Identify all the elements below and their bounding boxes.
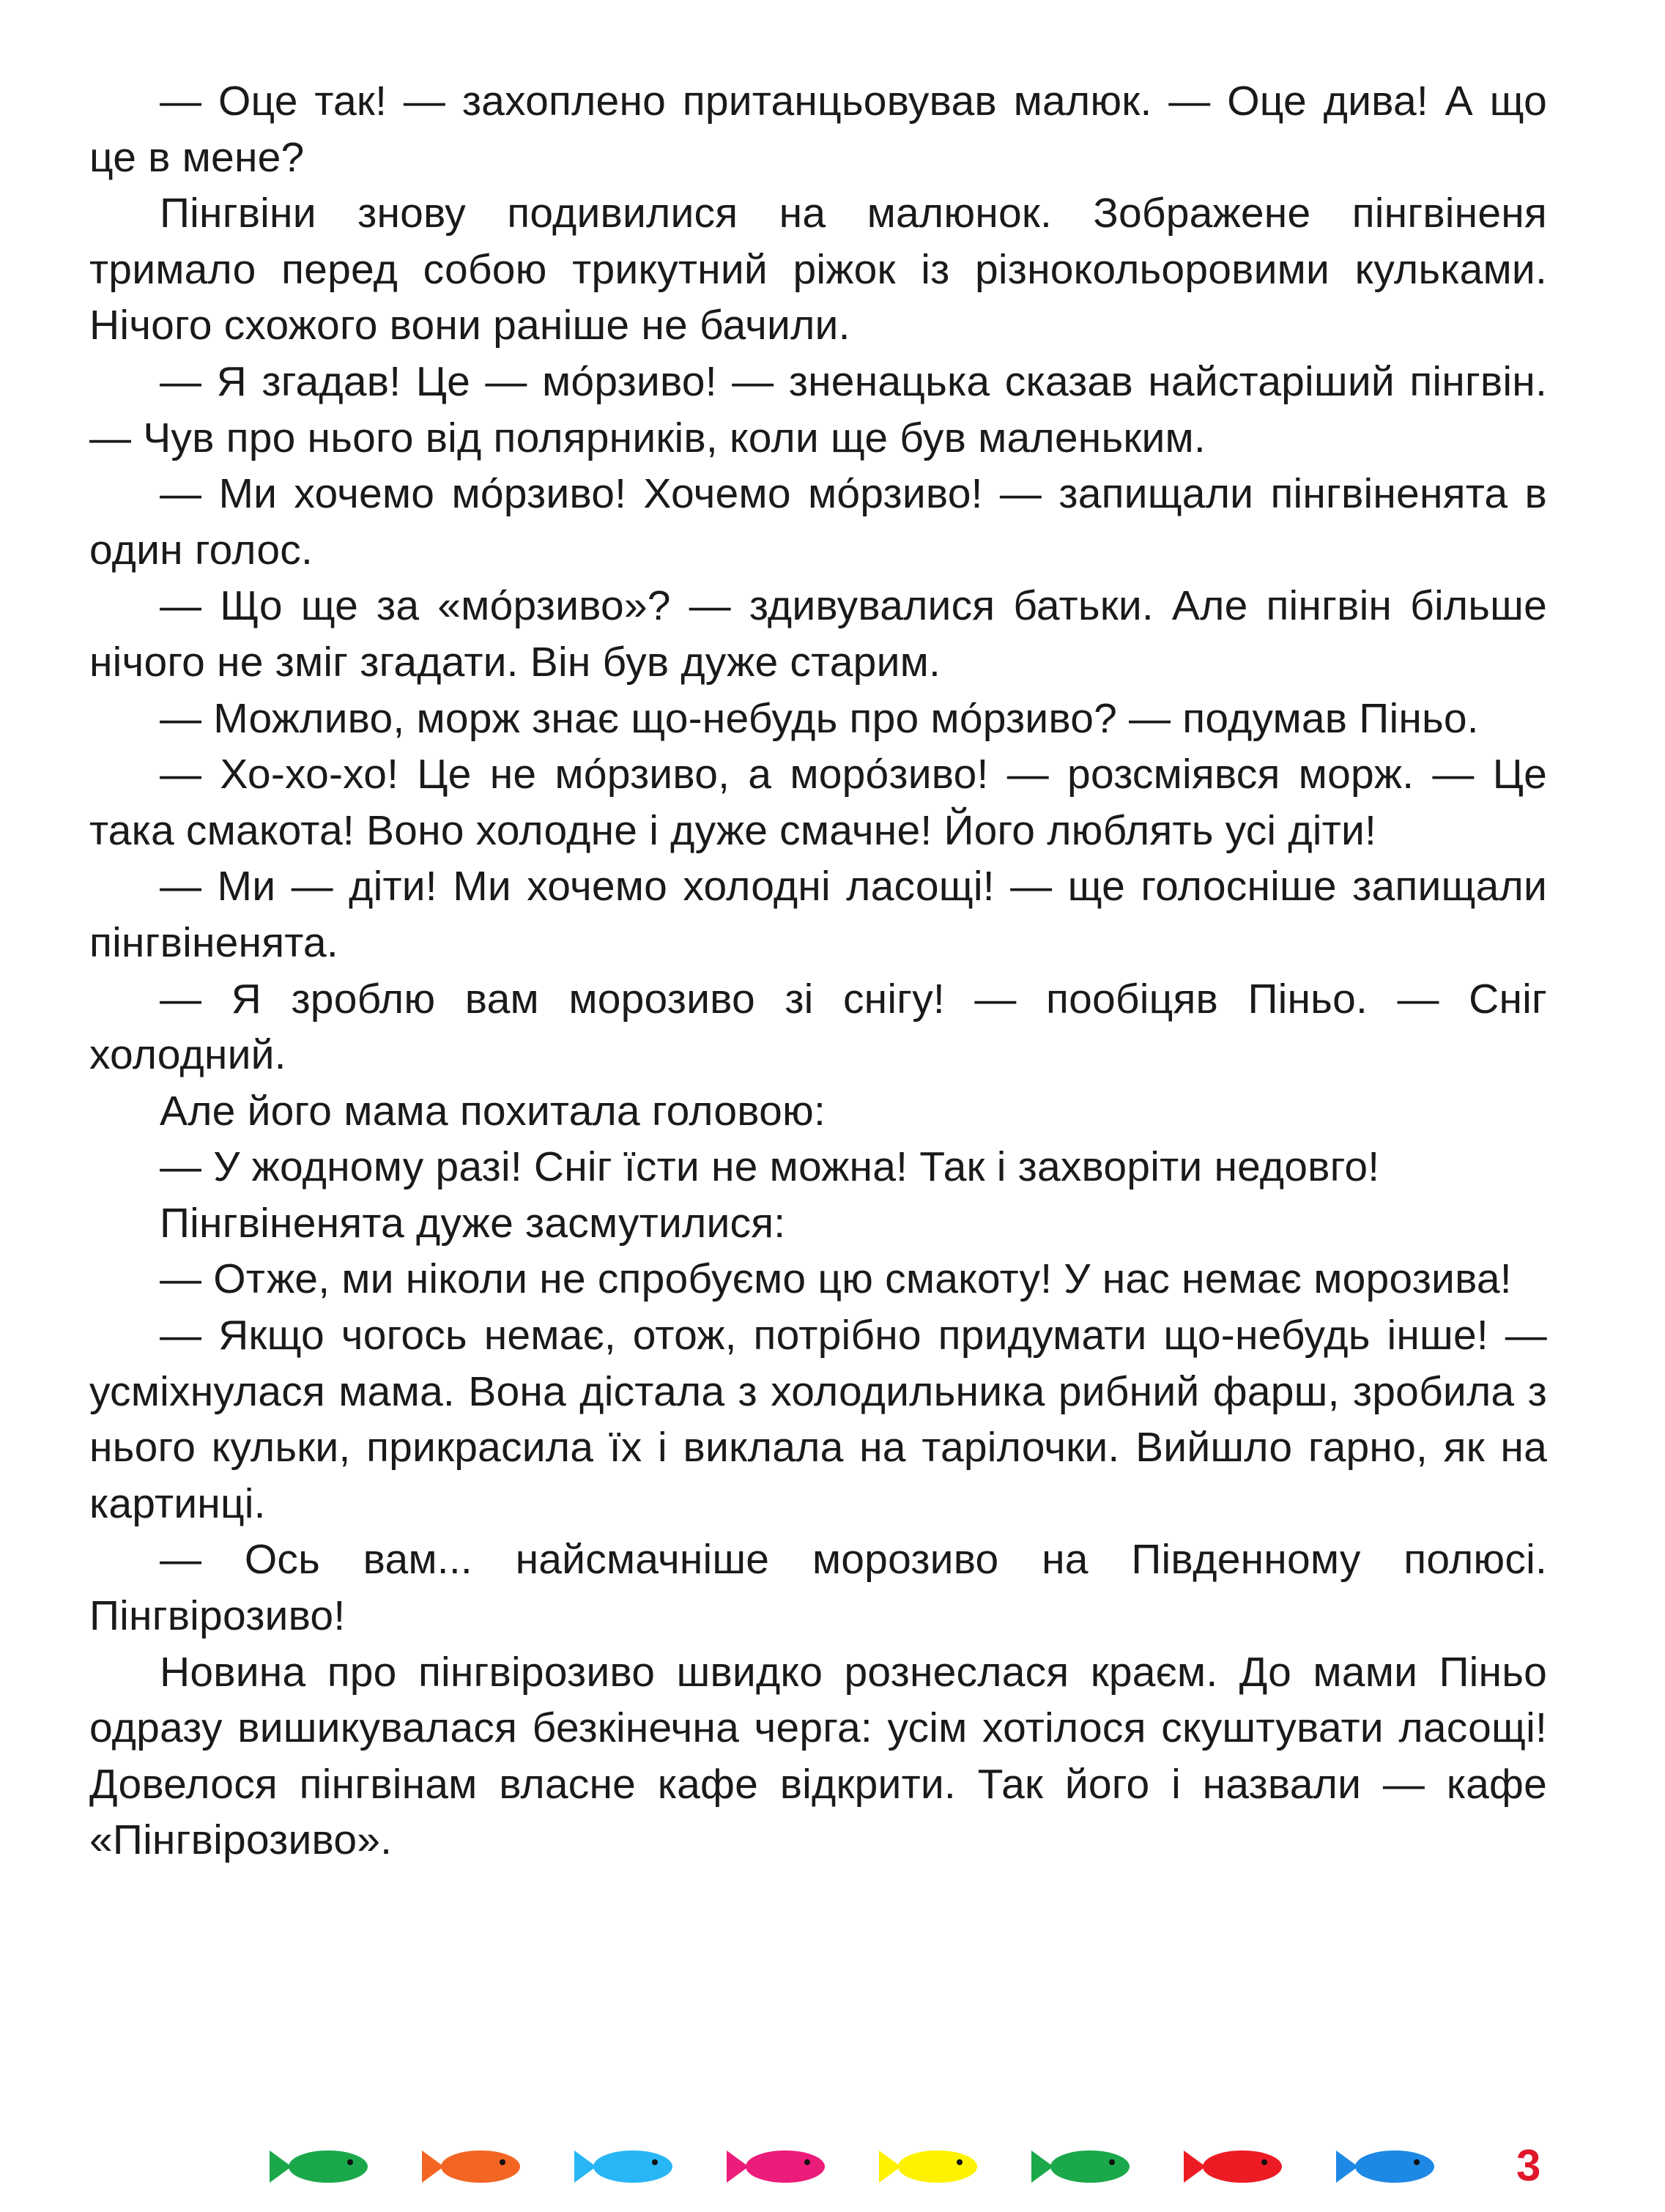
paragraph: — Я зроблю вам морозиво зі снігу! — пообіцяв Піньо. — Сніг холодний. <box>89 975 1547 1079</box>
paragraph: Новина про пінгвірозиво швидко рознеслася краєм. До мами Піньо одразу вишикувалася безкінечна черга: усім хотілося скуштувати ласощі! Довелося пінгвінам власне кафе відкрити. Так його і назвали — кафе «Пінгвірозиво». <box>89 1648 1547 1864</box>
fish-icon <box>1184 2146 1283 2187</box>
paragraph: Але його мама похитала головою: <box>160 1087 826 1135</box>
fish-icon <box>270 2146 369 2187</box>
paragraph: — Можливо, морж знає що-небудь про мо́рзиво? — подумав Піньо. <box>160 694 1479 742</box>
fish-icon <box>879 2146 979 2187</box>
fish-icon <box>727 2146 826 2187</box>
paragraph: — Оце так! — захоплено пританцьовував малюк. — Оце дива! А що це в мене? <box>89 78 1547 181</box>
paragraph: — Ось вам... найсмачніше морозиво на Південному полюсі. Пінгвірозиво! <box>89 1536 1547 1640</box>
fish-icon <box>422 2146 522 2187</box>
paragraph: — Отже, ми ніколи не спробуємо цю смакоту! У нас немає морозива! <box>160 1255 1512 1303</box>
fish-icon <box>574 2146 674 2187</box>
paragraph: Пінгвіни знову подивилися на малюнок. Зображене пінгвіненя тримало перед собою трикутний ріжок із різнокольоровими кульками. Нічого схожого вони раніше не бачили. <box>89 190 1547 349</box>
page-footer <box>0 2141 1665 2212</box>
story-text <box>89 73 1547 1868</box>
paragraph: — Я згадав! Це — мо́рзиво! — зненацька сказав найстаріший пінгвін. — Чув про нього від полярників, коли ще був маленьким. <box>89 357 1547 461</box>
paragraph: Пінгвіненята дуже засмутилися: <box>160 1199 786 1247</box>
paragraph: — Ми хочемо мо́рзиво! Хочемо мо́рзиво! — запищали пінгвіненята в один голос. <box>89 470 1547 574</box>
paragraph: — У жодному разі! Сніг їсти не можна! Так і захворіти недовго! <box>160 1143 1380 1191</box>
fish-icon <box>1336 2146 1436 2187</box>
page-number: 3 <box>1516 2141 1541 2190</box>
paragraph: — Хо-хо-хо! Це не мо́рзиво, а моро́зиво! — розсміявся морж. — Це така смакота! Воно холодне і дуже смачне! Його люблять усі діти! <box>89 751 1547 854</box>
paragraph: — Що ще за «мо́рзиво»? — здивувалися батьки. Але пінгвін більше нічого не зміг згадати. Він був дуже старим. <box>89 582 1547 686</box>
paragraph: — Якщо чогось немає, отож, потрібно придумати що-небудь інше! — усміхнулася мама. Вона дістала з холодильника рибний фарш, зробила з нього кульки, прикрасила їх і виклала на тарілочки. Вийшло гарно, як на картинці. <box>89 1312 1547 1527</box>
fish-icon <box>1031 2146 1131 2187</box>
paragraph: — Ми — діти! Ми хочемо холодні ласощі! — ще голосніше запищали пінгвіненята. <box>89 863 1547 966</box>
